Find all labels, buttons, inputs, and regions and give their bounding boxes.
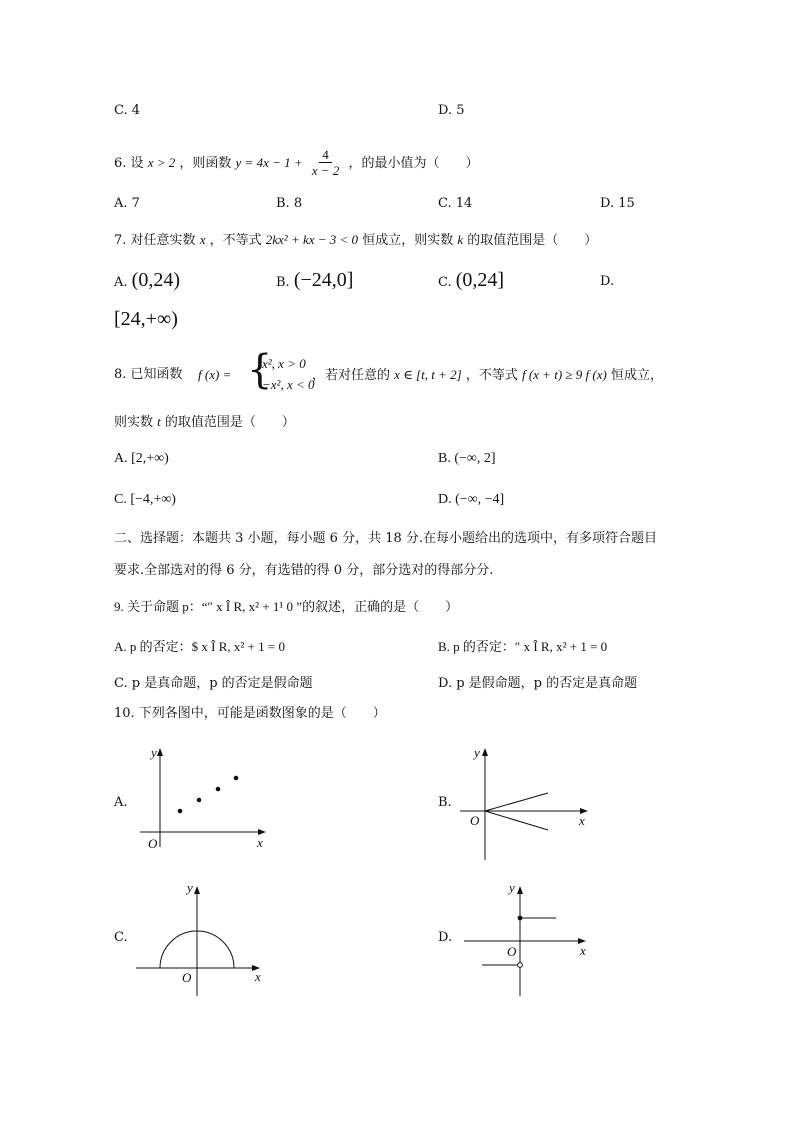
graph-c-origin-label: O — [182, 970, 192, 985]
q7-option-a-value: (0,24) — [131, 269, 180, 291]
q8-option-c: C. [−4,+∞) — [114, 492, 176, 507]
q6-option-d: D. 15 — [600, 196, 635, 211]
graph-a-y-label: y — [151, 745, 157, 760]
section2-line2: 要求.全部选对的得 6 分，有选错的得 0 分，部分选对的得部分分. — [114, 563, 494, 578]
q8-prefix: 8. 已知函数 — [114, 367, 183, 382]
q9-option-b: B. p 的否定：″ x Î R, x² + 1 = 0 — [438, 639, 608, 654]
q7-option-c-label: C. — [438, 275, 452, 290]
q8-post: 恒成立， — [610, 368, 663, 383]
q6-mid: ，则函数 — [179, 156, 232, 171]
graph-d-closed-point — [518, 916, 523, 921]
q8-inequality: f (x + t) ≥ 9 f (x) — [521, 367, 607, 382]
q7-mid: ，不等式 — [209, 233, 262, 248]
graph-d-origin-label: O — [507, 944, 517, 959]
q6-frac-denominator: x − 2 — [311, 163, 340, 178]
graph-a-x-label: x — [257, 835, 263, 850]
graph-b-y-label: y — [474, 745, 480, 760]
q8-line2-prefix: 则实数 — [114, 415, 154, 430]
graph-a-origin-label: O — [148, 836, 158, 851]
q9-option-a: A. p 的否定：$ x Î R, x² + 1 = 0 — [114, 639, 285, 654]
q8-option-d: D. (−∞, −4] — [438, 492, 505, 507]
graph-b-origin-label: O — [470, 813, 480, 828]
q8-mid: ，若对任意的 — [312, 368, 391, 383]
q7-post2: 的取值范围是（ ） — [467, 233, 598, 248]
q8-domain: x ∈ [t, t + 2] — [394, 367, 462, 382]
graph-b-label: B. — [438, 795, 452, 810]
q7-inequality: 2kx² + kx − 3 < 0 — [265, 232, 359, 247]
q7-option-d-value: [24,+∞) — [114, 308, 178, 330]
q7-post1: 恒成立，则实数 — [362, 233, 454, 248]
section2-line1: 二、选择题：本题共 3 小题，每小题 6 分，共 18 分.在每小题给出的选项中，有多项符合题目 — [114, 531, 658, 546]
graph-d-y-label: y — [509, 880, 515, 895]
q8-case2: −x², x < 0 — [262, 377, 315, 392]
graph-d-x-label: x — [580, 943, 586, 958]
q7-option-d-label: D. — [600, 274, 615, 289]
q6-suffix: ，的最小值为（ ） — [348, 156, 479, 171]
graph-c-label: C. — [114, 930, 128, 945]
q9-option-d: D. p 是假命题，p 的否定是真命题 — [438, 676, 638, 691]
q5-option-d: D. 5 — [438, 103, 465, 118]
q8-fx: f (x) = — [198, 367, 232, 382]
graph-c-y-label: y — [187, 880, 193, 895]
q8-option-b: B. (−∞, 2] — [438, 451, 496, 466]
graph-b-x-label: x — [579, 813, 585, 828]
q7-var-k: k — [457, 232, 464, 247]
q8-case1: x², x > 0 — [262, 356, 306, 371]
q7-option-a-label: A. — [114, 275, 128, 290]
q9-option-c: C. p 是真命题，p 的否定是假命题 — [114, 676, 313, 691]
q8-brace: { — [247, 347, 273, 393]
graph-d-label: D. — [438, 930, 453, 945]
graph-a-label: A. — [114, 795, 128, 810]
graph-d-open-point — [518, 963, 523, 968]
q6-frac-numerator: 4 — [319, 147, 332, 163]
q7-var-x: x — [199, 232, 206, 247]
q8-option-a: A. [2,+∞) — [114, 451, 169, 466]
q7-option-c-value: (0,24] — [455, 269, 505, 291]
q7-option-b-label: B. — [276, 275, 290, 290]
q6-option-a: A. 7 — [114, 196, 140, 211]
q8-mid2: ，不等式 — [465, 368, 518, 383]
q7-prefix: 7. 对任意实数 — [114, 233, 196, 248]
q6-option-b: B. 8 — [276, 196, 303, 211]
q6-prefix: 6. 设 — [114, 156, 144, 171]
q8-var-t: t — [157, 414, 161, 429]
q6-condition: x > 2 — [147, 155, 176, 170]
q9-stem: 9. 关于命题 p：“″ x Î R, x² + 1¹ 0 ”的叙述，正确的是（ ） — [114, 599, 459, 614]
q5-option-c: C. 4 — [114, 103, 141, 118]
q6-option-c: C. 14 — [438, 196, 473, 211]
q7-option-b-value: (−24,0] — [293, 269, 354, 291]
q8-line2-suffix: 的取值范围是（ ） — [164, 415, 295, 430]
graph-c-x-label: x — [255, 969, 261, 984]
graph-d-y-arrow — [517, 886, 523, 894]
q10-stem: 10. 下列各图中，可能是函数图象的是（ ） — [114, 706, 386, 721]
q6-function: y = 4x − 1 + — [235, 155, 303, 170]
